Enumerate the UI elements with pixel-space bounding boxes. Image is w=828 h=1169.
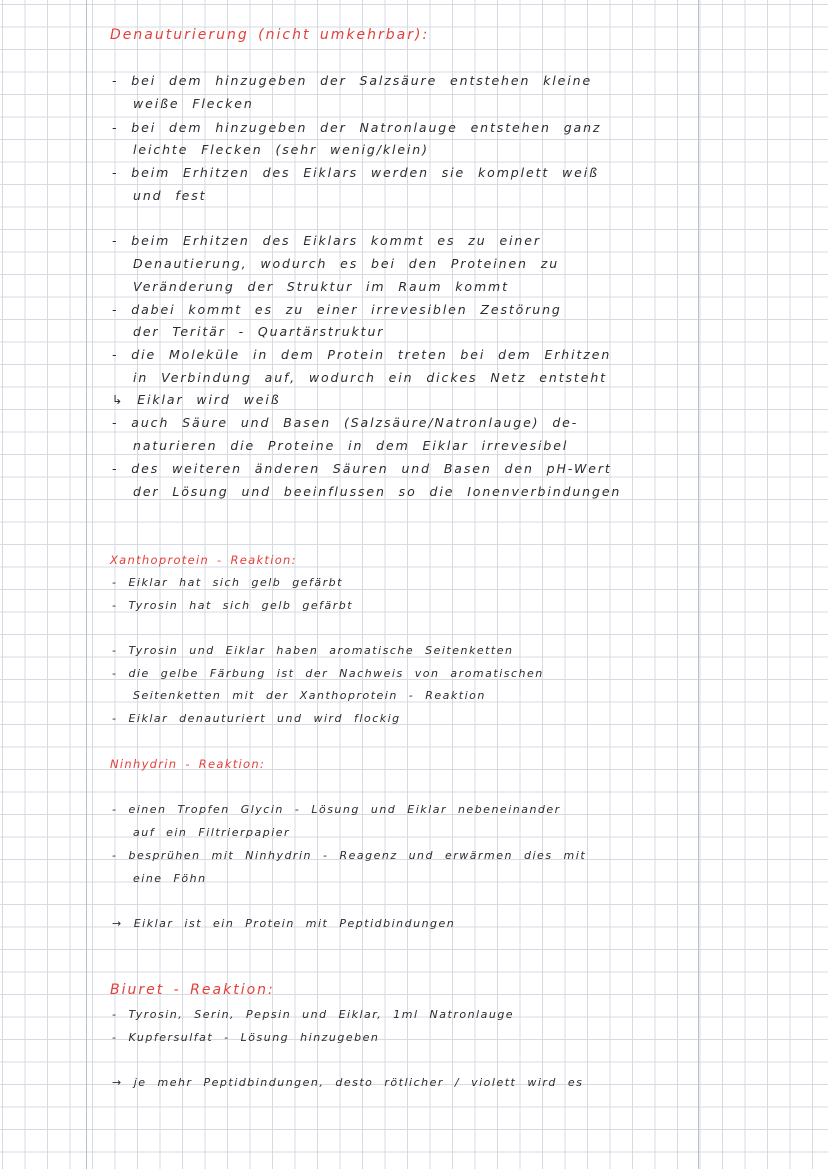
- note-line: weiße Flecken: [133, 96, 254, 111]
- note-line: - besprühen mit Ninhydrin - Reagenz und erwärmen dies mit: [112, 849, 587, 862]
- note-line: - des weiteren änderen Säuren und Basen den pH-Wert: [112, 461, 612, 476]
- note-line: - auch Säure und Basen (Salzsäure/Natronlauge) de-: [112, 415, 579, 430]
- note-line: - beim Erhitzen des Eiklars werden sie komplett weiß: [112, 165, 599, 180]
- note-line: → je mehr Peptidbindungen, desto rötlicher / violett wird es: [112, 1076, 584, 1089]
- note-line: und fest: [133, 188, 207, 203]
- note-line: in Verbindung auf, wodurch ein dickes Netz entsteht: [133, 370, 607, 385]
- note-line: - bei dem hinzugeben der Natronlauge entstehen ganz: [112, 120, 602, 135]
- note-line: - Kupfersulfat - Lösung hinzugeben: [112, 1031, 380, 1044]
- note-line: - bei dem hinzugeben der Salzsäure entstehen kleine: [112, 73, 593, 88]
- note-line: → Eiklar ist ein Protein mit Peptidbindungen: [112, 917, 456, 930]
- note-line: eine Föhn: [133, 872, 207, 885]
- section-heading: Ninhydrin - Reaktion:: [110, 757, 266, 771]
- note-line: - Eiklar hat sich gelb gefärbt: [112, 576, 343, 589]
- note-line: - Eiklar denauturiert und wird flockig: [112, 712, 401, 725]
- note-line: - einen Tropfen Glycin - Lösung und Eiklar nebeneinander: [112, 803, 561, 816]
- note-line: auf ein Filtrierpapier: [133, 826, 291, 839]
- note-line: Seitenketten mit der Xanthoprotein - Reaktion: [133, 689, 486, 702]
- note-line: - Tyrosin, Serin, Pepsin und Eiklar, 1ml Natronlauge: [112, 1008, 515, 1021]
- note-line: - Tyrosin hat sich gelb gefärbt: [112, 599, 354, 612]
- note-line: - Tyrosin und Eiklar haben aromatische Seitenketten: [112, 644, 514, 657]
- section-heading: Xanthoprotein - Reaktion:: [110, 553, 297, 567]
- note-line: - dabei kommt es zu einer irrevesiblen Zestörung: [112, 302, 562, 317]
- section-heading: Biuret - Reaktion:: [110, 982, 275, 998]
- note-line: Denautierung, wodurch es bei den Proteinen zu: [133, 256, 560, 271]
- note-line: der Lösung und beeinflussen so die Ionenverbindungen: [133, 484, 622, 499]
- note-line: Veränderung der Struktur im Raum kommt: [133, 279, 509, 294]
- note-line: ↳ Eiklar wird weiß: [112, 392, 281, 407]
- note-line: leichte Flecken (sehr wenig/klein): [133, 142, 429, 157]
- note-line: - die gelbe Färbung ist der Nachweis von aromatischen: [112, 667, 544, 680]
- section-heading: Denauturierung (nicht umkehrbar):: [110, 27, 430, 43]
- note-line: - die Moleküle in dem Protein treten bei dem Erhitzen: [112, 347, 612, 362]
- note-line: der Teritär - Quartärstruktur: [133, 324, 385, 339]
- note-line: - beim Erhitzen des Eiklars kommt es zu einer: [112, 233, 541, 248]
- note-line: naturieren die Proteine in dem Eiklar irrevesibel: [133, 438, 569, 453]
